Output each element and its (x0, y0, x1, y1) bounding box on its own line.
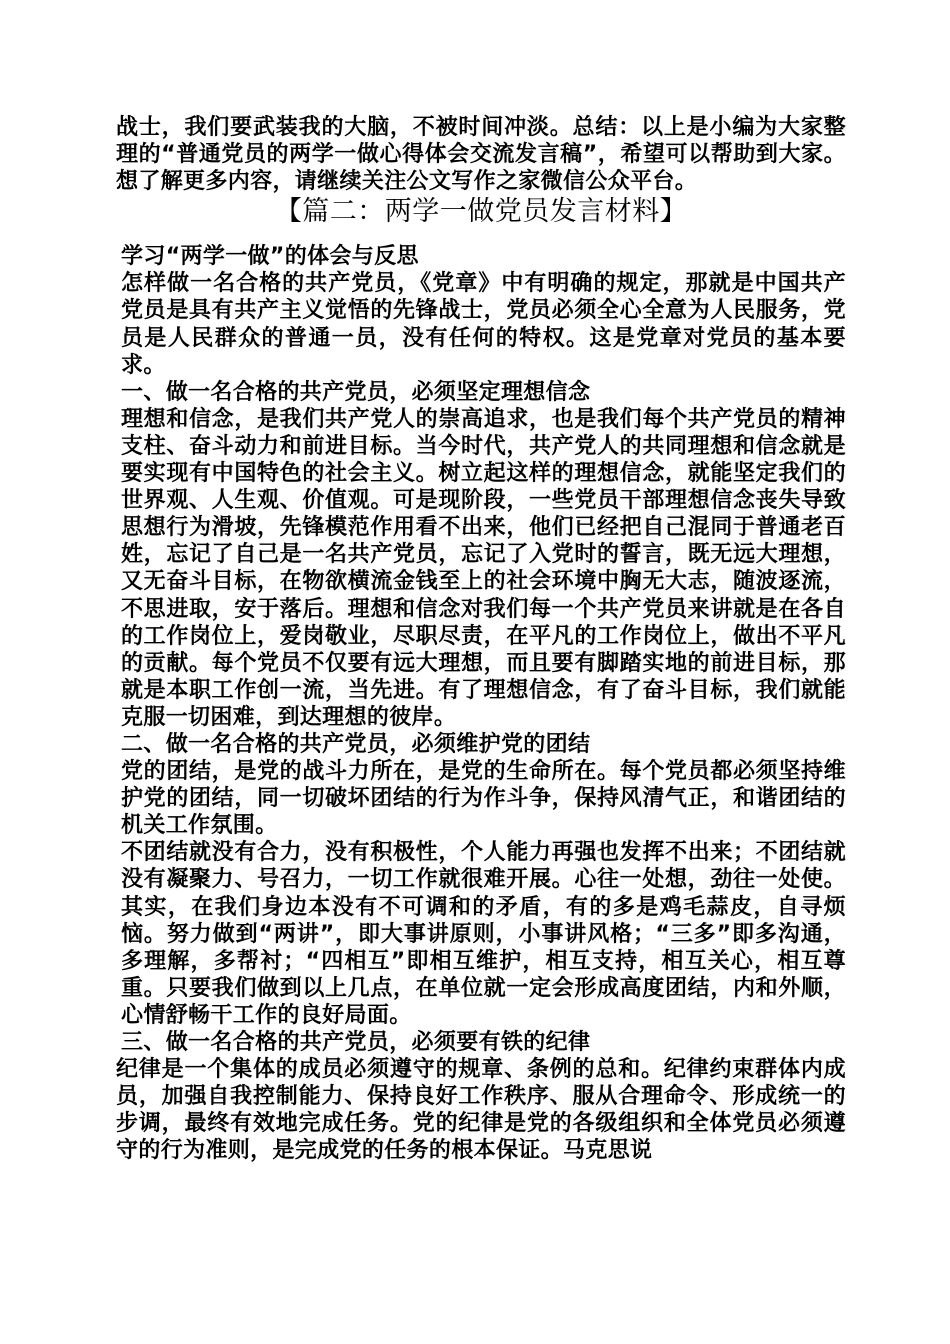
subtitle: 学习“两学一做”的体会与反思 (121, 244, 419, 270)
heading-1: 一、做一名合格的共产党员，必须坚定理想信念 (121, 379, 591, 405)
paragraph: 纪律是一个集体的成员必须遵守的规章、条例的总和。纪律约束群体内成员，加强自我控制能力、保持良好工作秩序、服从合理命令、形成统一的步调，最终有效地完成任务。党的纪律是党的各级组织和全体党员必须遵守的行为准则，是完成党的任务的根本保证。马克思说 (116, 1057, 846, 1164)
paragraph: 不团结就没有合力，没有积极性，个人能力再强也发挥不出来；不团结就没有凝聚力、号召力，一切工作就很难开展。心往一处想，劲往一处使。其实，在我们身边本没有不可调和的矛盾，有的多是鸡毛蒜皮，自寻烦恼。努力做到“两讲”，即大事讲原则，小事讲风格；“三多”即多沟通，多理解，多帮衬；“四相互”即相互维护，相互支持，相互关心，相互尊重。只要我们做到以上几点，在单位就一定会形成高度团结，内和外顺，心情舒畅干工作的良好局面。 (121, 840, 846, 1028)
paragraph: 理想和信念，是我们共产党人的崇高追求，也是我们每个共产党员的精神支柱、奋斗动力和前进目标。当今时代，共产党人的共同理想和信念就是要实现有中国特色的社会主义。树立起这样的理想信念，就能坚定我们的世界观、人生观、价值观。可是现阶段，一些党员干部理想信念丧失导致思想行为滑坡，先锋模范作用看不出来，他们已经把自己混同于普通老百姓，忘记了自己是一名共产党员，忘记了入党时的誓言，既无远大理想，又无奋斗目标，在物欲横流金钱至上的社会环境中胸无大志，随波逐流，不思进取，安于落后。理想和信念对我们每一个共产党员来讲就是在各自的工作岗位上，爱岗敬业，尽职尽责，在平凡的工作岗位上，做出不平凡的贡献。每个党员不仅要有远大理想，而且要有脚踏实地的前进目标，那就是本职工作创一流，当先进。有了理想信念，有了奋斗目标，我们就能克服一切困难，到达理想的彼岸。 (121, 406, 846, 730)
intro-paragraph: 战士，我们要武装我的大脑，不被时间冲淡。总结：以上是小编为大家整理的“普通党员的两学一做心得体会交流发言稿”，希望可以帮助到大家。想了解更多内容，请继续关注公文写作之家微信公众平台。 (116, 115, 846, 195)
document-body (116, 114, 846, 1164)
paragraph: 党的团结，是党的战斗力所在，是党的生命所在。每个党员都必须坚持维护党的团结，同一切破坏团结的行为作斗争，保持风清气正，和谐团结的机关工作氛围。 (121, 759, 846, 839)
heading-2: 二、做一名合格的共产党员，必须维护党的团结 (121, 731, 591, 757)
paragraph: 怎样做一名合格的共产党员，《党章》中有明确的规定，那就是中国共产党员是具有共产主义觉悟的先锋战士，党员必须全心全意为人民服务，党员是人民群众的普通一员，没有任何的特权。这是党章对党员的基本要求。 (121, 271, 846, 378)
section-title: 【篇二：两学一做党员发言材料】 (274, 196, 688, 228)
heading-3: 三、做一名合格的共产党员，必须要有铁的纪律 (121, 1030, 591, 1055)
